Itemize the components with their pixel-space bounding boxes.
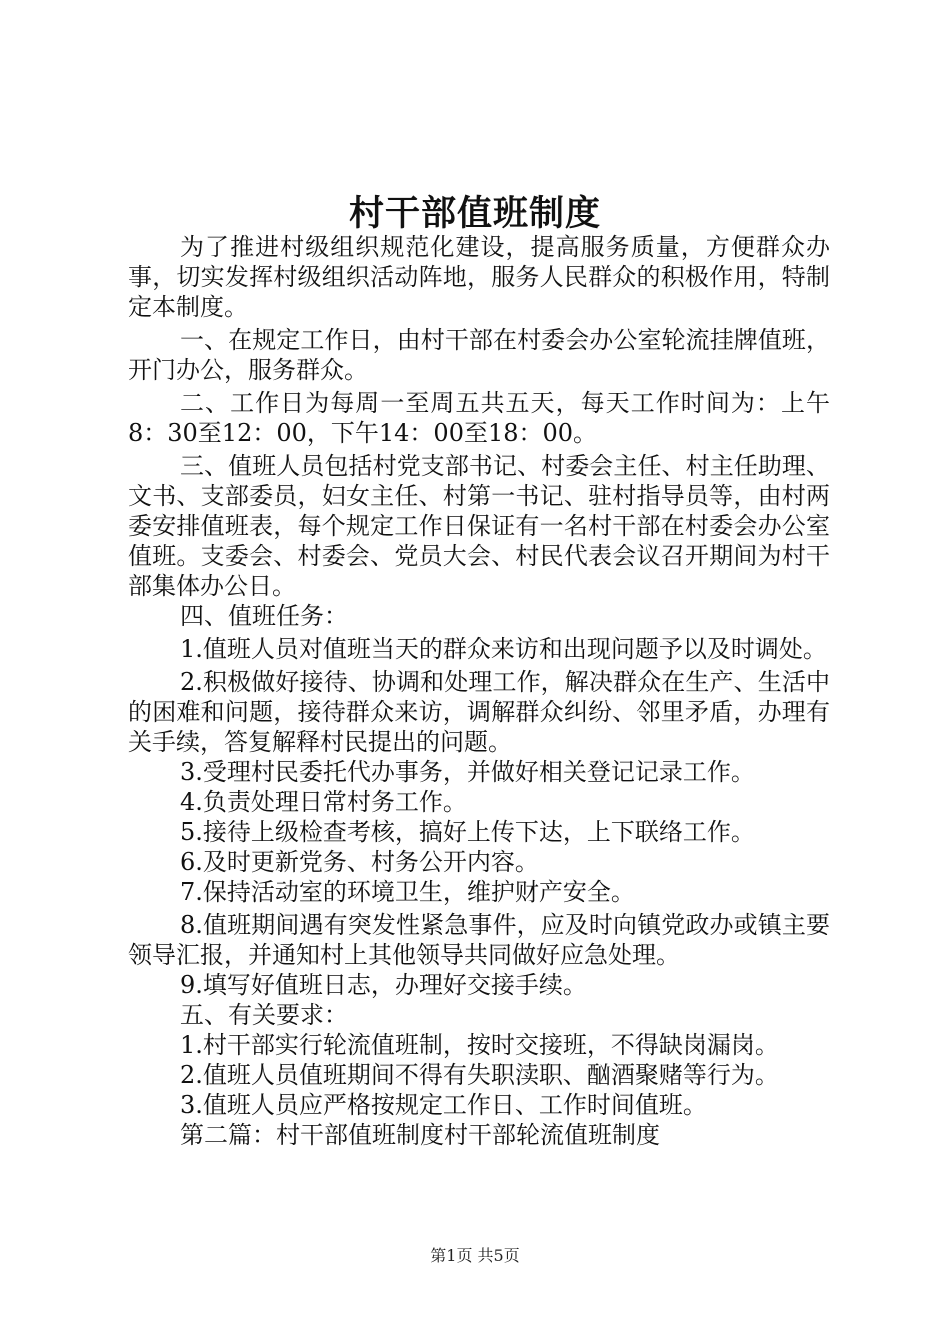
list-item-duty-4: 4.负责处理日常村务工作。 — [180, 788, 467, 816]
list-item-duty-3: 3.受理村民委托代办事务，并做好相关登记记录工作。 — [180, 758, 755, 786]
paragraph-intro: 为了推进村级组织规范化建设，提高服务质量，方便群众办事，切实发挥村级组织活动阵地，服务人民群众的积极作用，特制定本制度。 — [128, 233, 830, 321]
paragraph-next-article-heading: 第二篇：村干部值班制度村干部轮流值班制度 — [180, 1121, 660, 1149]
list-item-requirement-1: 1.村干部实行轮流值班制，按时交接班，不得缺岗漏岗。 — [180, 1031, 779, 1059]
list-item-duty-6: 6.及时更新党务、村务公开内容。 — [180, 848, 539, 876]
list-item-duty-5: 5.接待上级检查考核，搞好上传下达，上下联络工作。 — [180, 818, 755, 846]
document-body — [128, 232, 830, 1150]
list-item-duty-8: 8.值班期间遇有突发性紧急事件，应及时向镇党政办或镇主要领导汇报，并通知村上其他领导共同做好应急处理。 — [128, 911, 830, 969]
list-item-duty-1: 1.值班人员对值班当天的群众来访和出现问题予以及时调处。 — [180, 635, 827, 663]
paragraph-section-5-heading: 五、有关要求： — [180, 1001, 348, 1029]
paragraph-section-1: 一、在规定工作日，由村干部在村委会办公室轮流挂牌值班，开门办公，服务群众。 — [128, 326, 830, 384]
list-item-duty-9: 9.填写好值班日志，办理好交接手续。 — [180, 971, 587, 999]
list-item-duty-2: 2.积极做好接待、协调和处理工作，解决群众在生产、生活中的困难和问题，接待群众来访，调解群众纠纷、邻里矛盾，办理有关手续，答复解释村民提出的问题。 — [128, 668, 830, 756]
paragraph-section-2: 二、工作日为每周一至周五共五天，每天工作时间为：上午8：30至12：00，下午14：00至18：00。 — [128, 389, 830, 447]
list-item-duty-7: 7.保持活动室的环境卫生，维护财产安全。 — [180, 878, 635, 906]
list-item-requirement-2: 2.值班人员值班期间不得有失职渎职、酗酒聚赌等行为。 — [180, 1061, 779, 1089]
paragraph-section-4-heading: 四、值班任务： — [180, 602, 348, 630]
document-title: 村干部值班制度 — [348, 193, 601, 234]
paragraph-section-3: 三、值班人员包括村党支部书记、村委会主任、村主任助理、文书、支部委员，妇女主任、村第一书记、驻村指导员等，由村两委安排值班表，每个规定工作日保证有一名村干部在村委会办公室值班。支委会、村委会、党员大会、村民代表会议召开期间为村干部集体办公日。 — [128, 452, 830, 600]
page-footer: 第1页 共5页 — [430, 1246, 520, 1265]
list-item-requirement-3: 3.值班人员应严格按规定工作日、工作时间值班。 — [180, 1091, 707, 1119]
